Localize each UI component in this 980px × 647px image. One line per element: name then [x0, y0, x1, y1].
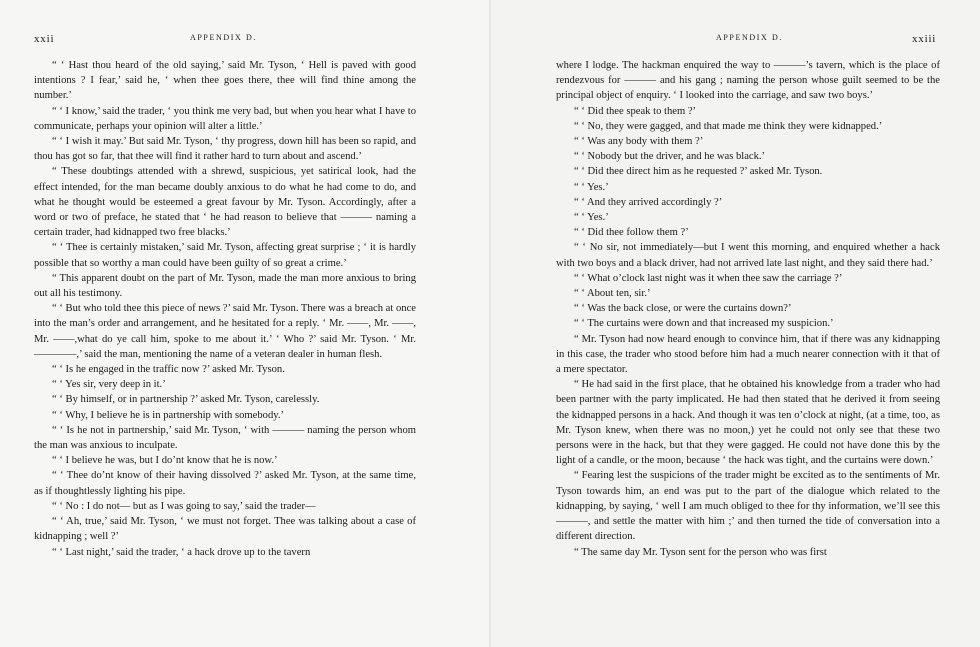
left-running-head: APPENDIX D. [190, 33, 257, 42]
paragraph: “ ‘ About ten, sir.’ [574, 288, 651, 300]
paragraph: “ ‘ But who told thee this piece of news ?’ said Mr. Tyson. There was a breach at once into the man’s order and arrangement, and he hesitated for a reply. ‘ Mr. ——, Mr. ——, Mr. ——,what do ye call him, spoke to me about it.’ ‘ Who ?’ said Mr. Tyson. ‘ Mr. ————,’ said the man, mentioning the name of a veteran dealer in human flesh. [34, 303, 416, 360]
left-folio: xxii [34, 33, 55, 45]
paragraph: “ ‘ Yes.’ [574, 212, 609, 224]
paragraph: “ ‘ Why, I believe he is in partnership with somebody.’ [52, 409, 285, 421]
paragraph: “ ‘ Thee is certainly mistaken,’ said Mr. Tyson, affecting great surprise ; ‘ it is hardly possible that so worthy a man could have been guilty of so great a crime.’ [34, 242, 416, 269]
paragraph: “ ‘ No : I do not— but as I was going to say,’ said the trader— [52, 500, 316, 512]
page-gutter [489, 0, 491, 647]
right-running-head: APPENDIX D. [716, 33, 783, 42]
paragraph: “ ‘ Ah, true,’ said Mr. Tyson, ‘ we must not forget. Thee was talking about a case of kidnapping ; well ?’ [34, 516, 416, 543]
paragraph: “ ‘ Did thee speak to them ?’ [574, 105, 697, 117]
paragraph: “ ‘ No, they were gagged, and that made me think they were kidnapped.’ [574, 120, 883, 132]
paragraph: “ These doubtings attended with a shrewd, suspicious, yet satirical look, had the effect intended, for the man became doubly anxious to do what he had come to do, and what he thought would be esteemed a great favour by Mr. Tyson. Accordingly, after a word or two of preface, he stated that ‘ he had reason to believe that ——— naming a certain trader, had kidnapped two free blacks.’ [34, 166, 416, 239]
paragraph: where I lodge. The hackman enquired the way to ———’s tavern, which is the place of rendezvous for ——— and his gang ; naming the person whose guilt seemed to be the principal object of enquiry. ‘ I looked into the carriage, and saw two boys.’ [556, 60, 940, 102]
paragraph: “ ‘ I wish it may.’ But said Mr. Tyson, ‘ thy progress, down hill has been so rapid, and thou has got so far, that thee will find it rather hard to turn about and ascend.’ [34, 136, 416, 163]
paragraph: “ ‘ Thee do’nt know of their having dissolved ?’ asked Mr. Tyson, at the same time, as if thoughtlessly lighting his pipe. [34, 470, 416, 497]
paragraph: “ ‘ I believe he was, but I do’nt know that he is now.’ [52, 455, 278, 467]
right-page-text [556, 58, 940, 560]
paragraph: “ ‘ Did thee follow them ?’ [574, 227, 689, 239]
paragraph: “ ‘ Last night,’ said the trader, ‘ a hack drove up to the tavern [52, 546, 311, 558]
paragraph: “ ‘ I know,’ said the trader, ‘ you think me very bad, but when you hear what I have to communicate, perhaps your opinion will alter a little.’ [34, 105, 416, 132]
paragraph: “ This apparent doubt on the part of Mr. Tyson, made the man more anxious to bring out all his testimony. [34, 272, 416, 300]
paragraph: “ The same day Mr. Tyson sent for the person who was first [574, 546, 827, 558]
paragraph: “ ‘ Was the back close, or were the curtains down?’ [574, 303, 792, 315]
paragraph: “ Mr. Tyson had now heard enough to convince him, that if there was any kidnapping in this case, the trader who stood before him had a much nearer connection with it that of a mere spectator. [556, 333, 940, 376]
paragraph: “ ‘ Hast thou heard of the old saying,’ said Mr. Tyson, ‘ Hell is paved with good intentions ? I fear,’ said he, ‘ when thee goes there, thee will find thine among the number.’ [34, 60, 416, 102]
paragraph: “ ‘ No sir, not immediately—but I went this morning, and enquired whether a hack with two boys and a black driver, had not arrived late last night, and they said there had.’ [556, 242, 940, 269]
paragraph: “ ‘ Yes sir, very deep in it.’ [52, 379, 166, 391]
paragraph: “ ‘ The curtains were down and that increased my suspicion.’ [574, 318, 834, 330]
paragraph: “ ‘ Did thee direct him as he requested ?’ asked Mr. Tyson. [574, 166, 823, 178]
right-folio: xxiii [912, 33, 937, 45]
paragraph: “ ‘ By himself, or in partnership ?’ asked Mr. Tyson, carelessly. [52, 394, 320, 406]
paragraph: “ He had said in the first place, that he obtained his knowledge from a trader who had been partner with the party implicated. He had then stated that he derived it from seeing the kidnapped persons in a hack. And though it was ten o’clock at night, (at a time, too, as Mr. Tyson knew, when there was no moon,) yet he could not only see that these two persons were in the hack, but that they were gagged. He could not have done this by the light of a candle, or the moon, because ‘ the hack was tight, and the curtains were down.’ [556, 379, 940, 467]
paragraph: “ ‘ What o’clock last night was it when thee saw the carriage ?’ [574, 272, 843, 284]
paragraph: “ ‘ And they arrived accordingly ?’ [574, 196, 723, 208]
paragraph: “ Fearing lest the suspicions of the trader might be excited as to the sentiments of Mr. Tyson towards him, an end was put to the part of the dialogue which related to the kidnapping, by saying, ‘ well I am much obliged to thee for thy information, we’ll see this ———, and settle the matter with him ;’ and then turned the tide of conversation into a different direction. [556, 470, 940, 543]
paragraph: “ ‘ Yes.’ [574, 181, 609, 193]
left-page-text [34, 58, 416, 560]
paragraph: “ ‘ Nobody but the driver, and he was black.’ [574, 151, 766, 163]
paragraph: “ ‘ Is he engaged in the traffic now ?’ asked Mr. Tyson. [52, 364, 285, 376]
paragraph: “ ‘ Was any body with them ?’ [574, 136, 704, 148]
paragraph: “ ‘ Is he not in partnership,’ said Mr. Tyson, ‘ with ——— naming the person whom the man was anxious to inculpate. [34, 424, 416, 452]
